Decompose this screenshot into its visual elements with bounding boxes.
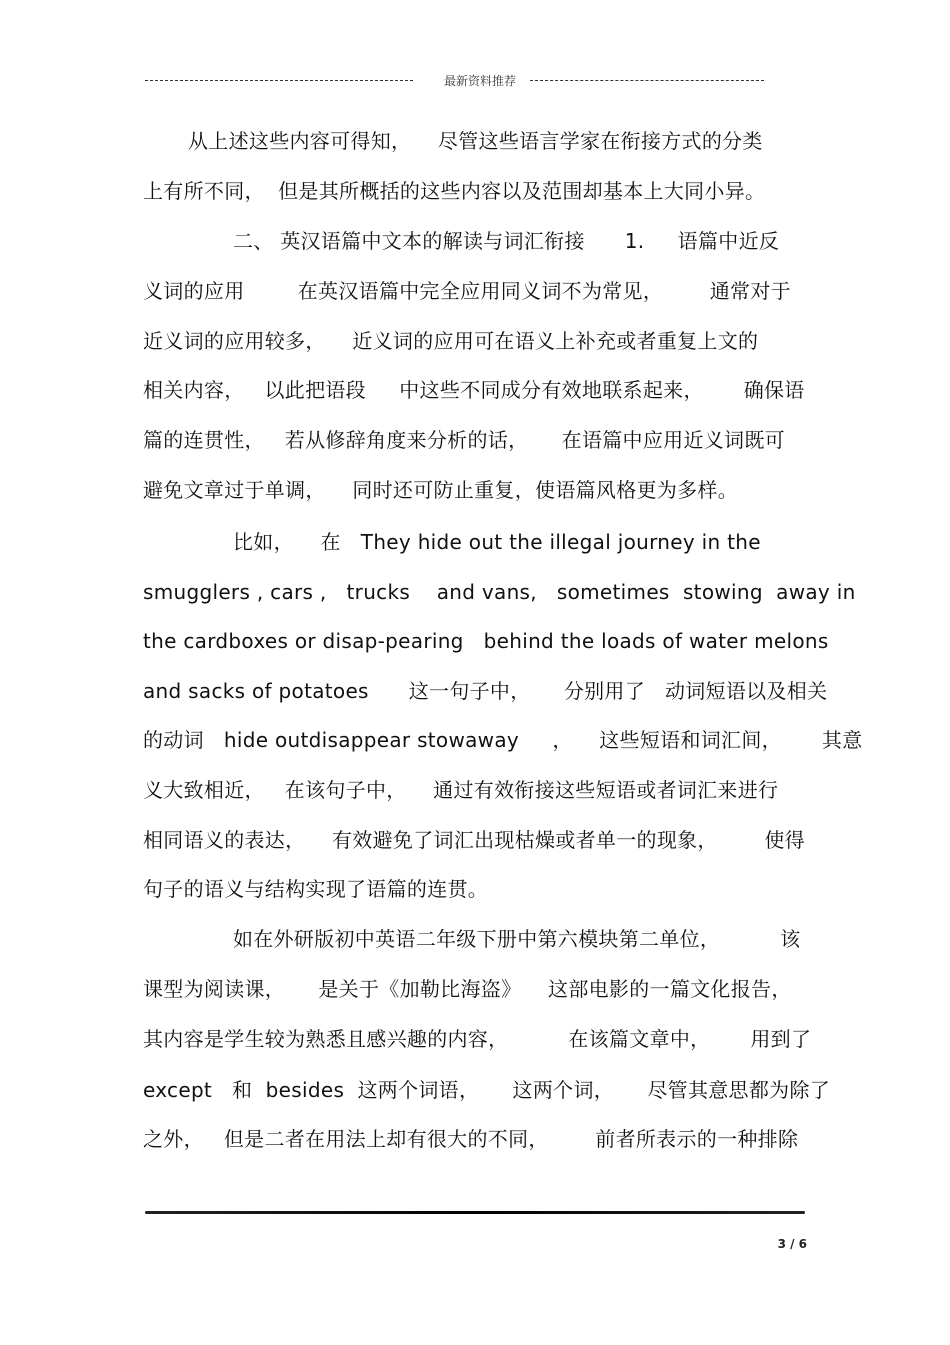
text-line: 篇的连贯性， 若从修辞角度来分析的话， 在语篇中应用近义词既可 xyxy=(143,428,785,452)
text-line: 课型为阅读课， 是关于《加勒比海盗》 这部电影的一篇文化报告， xyxy=(143,977,792,1001)
text-line: 之外， 但是二者在用法上却有很大的不同， 前者所表示的一种排除 xyxy=(143,1127,799,1151)
text-line: the cardboxes or disap-pearing behind the loads of water melons xyxy=(143,629,829,653)
text-line: 如在外研版初中英语二年级下册中第六模块第二单位， 该 xyxy=(233,927,801,951)
text-line: 相关内容， 以此把语段 中这些不同成分有效地联系起来， 确保语 xyxy=(143,378,805,402)
text-line: 义词的应用 在英汉语篇中完全应用同义词不为常见， 通常对于 xyxy=(143,279,791,303)
text-line: except 和 besides 这两个词语， 这两个词， 尽管其意思都为除了 xyxy=(143,1078,831,1102)
text-line: 比如， 在 They hide out the illegal journey in the xyxy=(233,530,761,554)
text-line: 句子的语义与结构实现了语篇的连贯。 xyxy=(143,877,489,901)
text-line: 相同语义的表达， 有效避免了词汇出现枯燥或者单一的现象， 使得 xyxy=(143,828,805,852)
text-line: 的动词 hide outdisappear stowaway ， 这些短语和词汇间， 其意 xyxy=(143,728,863,752)
text-line: 从上述这些内容可得知， 尽管这些语言学家在衔接方式的分类 xyxy=(188,129,763,153)
text-line: 义大致相近， 在该句子中， 通过有效衔接这些短语或者词汇来进行 xyxy=(143,778,779,802)
text-line: and sacks of potatoes 这一句子中， 分别用了 动词短语以及相关 xyxy=(143,679,828,703)
text-line: smugglers , cars , trucks and vans, sometimes stowing away in xyxy=(143,580,856,604)
text-line: 避免文章过于单调， 同时还可防止重复，使语篇风格更为多样。 xyxy=(143,478,739,502)
text-line: 其内容是学生较为熟悉且感兴趣的内容， 在该篇文章中， 用到了 xyxy=(143,1027,812,1051)
text-line: 二、 英汉语篇中文本的解读与词汇衔接 1. 语篇中近反 xyxy=(233,229,780,253)
footer-rule xyxy=(145,1211,805,1214)
text-line: 上有所不同， 但是其所概括的这些内容以及范围却基本上大同小异。 xyxy=(143,179,766,203)
page-number: 3 / 6 xyxy=(777,1237,807,1251)
text-line: 近义词的应用较多， 近义词的应用可在语义上补充或者重复上文的 xyxy=(143,329,759,353)
header-rule-left xyxy=(145,80,413,81)
header-label: 最新资料推荐 xyxy=(444,74,517,88)
header-rule-right xyxy=(530,80,764,81)
